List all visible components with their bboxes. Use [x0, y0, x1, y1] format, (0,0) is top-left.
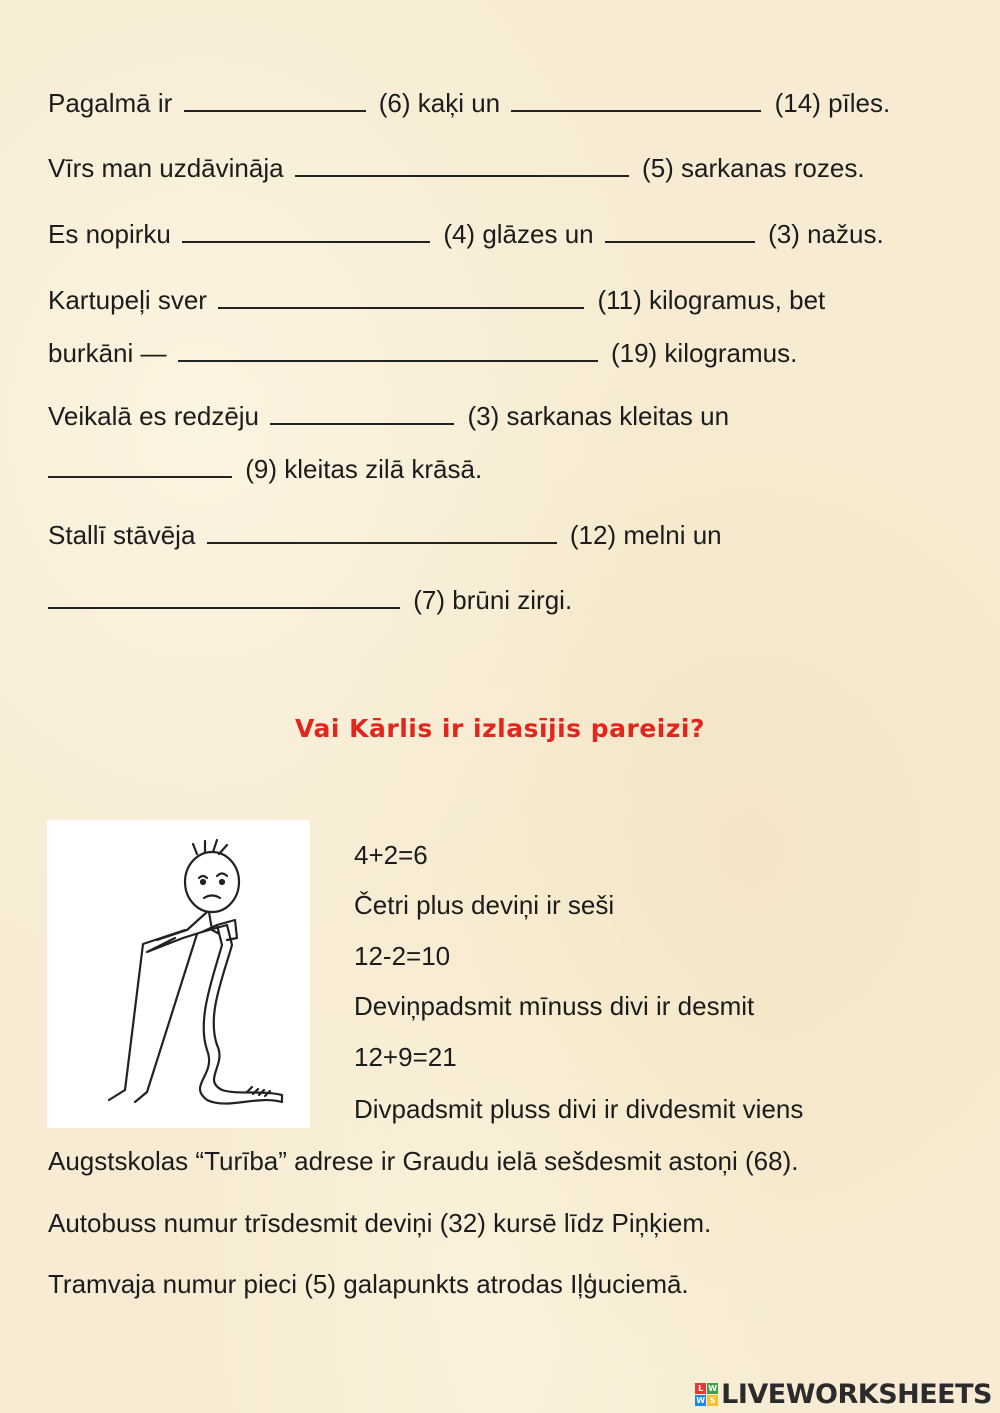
answer-blank[interactable]	[178, 338, 598, 362]
statement-line: Tramvaja numur pieci (5) galapunkts atrodas Iļģuciemā.	[48, 1269, 689, 1299]
liveworksheets-logo-icon: L W W S	[696, 1383, 718, 1405]
exercise-line: Kartupeļi sver (11) kilogramus, bet	[48, 285, 826, 315]
exercise-line: Vīrs man uzdāvināja (5) sarkanas rozes.	[48, 153, 865, 183]
answer-blank[interactable]	[184, 88, 366, 112]
equation-line: Divpadsmit pluss divi ir divdesmit viens	[354, 1094, 804, 1124]
exercise-line: Es nopirku (4) glāzes un (3) nažus.	[48, 219, 884, 249]
exercise-line: burkāni — (19) kilogramus.	[48, 338, 798, 368]
answer-blank[interactable]	[48, 454, 232, 478]
section-heading: Vai Kārlis ir izlasījis pareizi?	[295, 714, 705, 743]
exercise-line: Veikalā es redzēju (3) sarkanas kleitas un	[48, 401, 730, 431]
equation-line: 12-2=10	[354, 941, 451, 971]
answer-blank[interactable]	[182, 219, 430, 243]
watermark-text: LIVEWORKSHEETS	[721, 1378, 992, 1410]
statement-line: Augstskolas “Turība” adrese ir Graudu ielā sešdesmit astoņi (68).	[48, 1146, 799, 1176]
equation-line: 12+9=21	[354, 1042, 457, 1072]
stick-figure-illustration	[47, 820, 310, 1128]
answer-blank[interactable]	[218, 285, 584, 309]
answer-blank[interactable]	[48, 585, 400, 609]
exercise-line: (7) brūni zirgi.	[48, 585, 572, 613]
answer-blank[interactable]	[605, 219, 755, 243]
answer-blank[interactable]	[295, 153, 629, 177]
equation-line: Četri plus deviņi ir seši	[354, 890, 615, 920]
exercise-line: (9) kleitas zilā krāsā.	[48, 454, 482, 482]
exercise-line: Pagalmā ir (6) kaķi un (14) pīles.	[48, 88, 891, 118]
equation-line: Deviņpadsmit mīnuss divi ir desmit	[354, 991, 755, 1021]
exercise-line: Stallī stāvēja (12) melni un	[48, 520, 722, 550]
answer-blank[interactable]	[270, 401, 454, 425]
answer-blank[interactable]	[207, 520, 557, 544]
statement-line: Autobuss numur trīsdesmit deviņi (32) kursē līdz Piņķiem.	[48, 1208, 712, 1238]
answer-blank[interactable]	[511, 88, 761, 112]
equation-line: 4+2=6	[354, 840, 428, 870]
liveworksheets-watermark	[695, 1378, 992, 1410]
